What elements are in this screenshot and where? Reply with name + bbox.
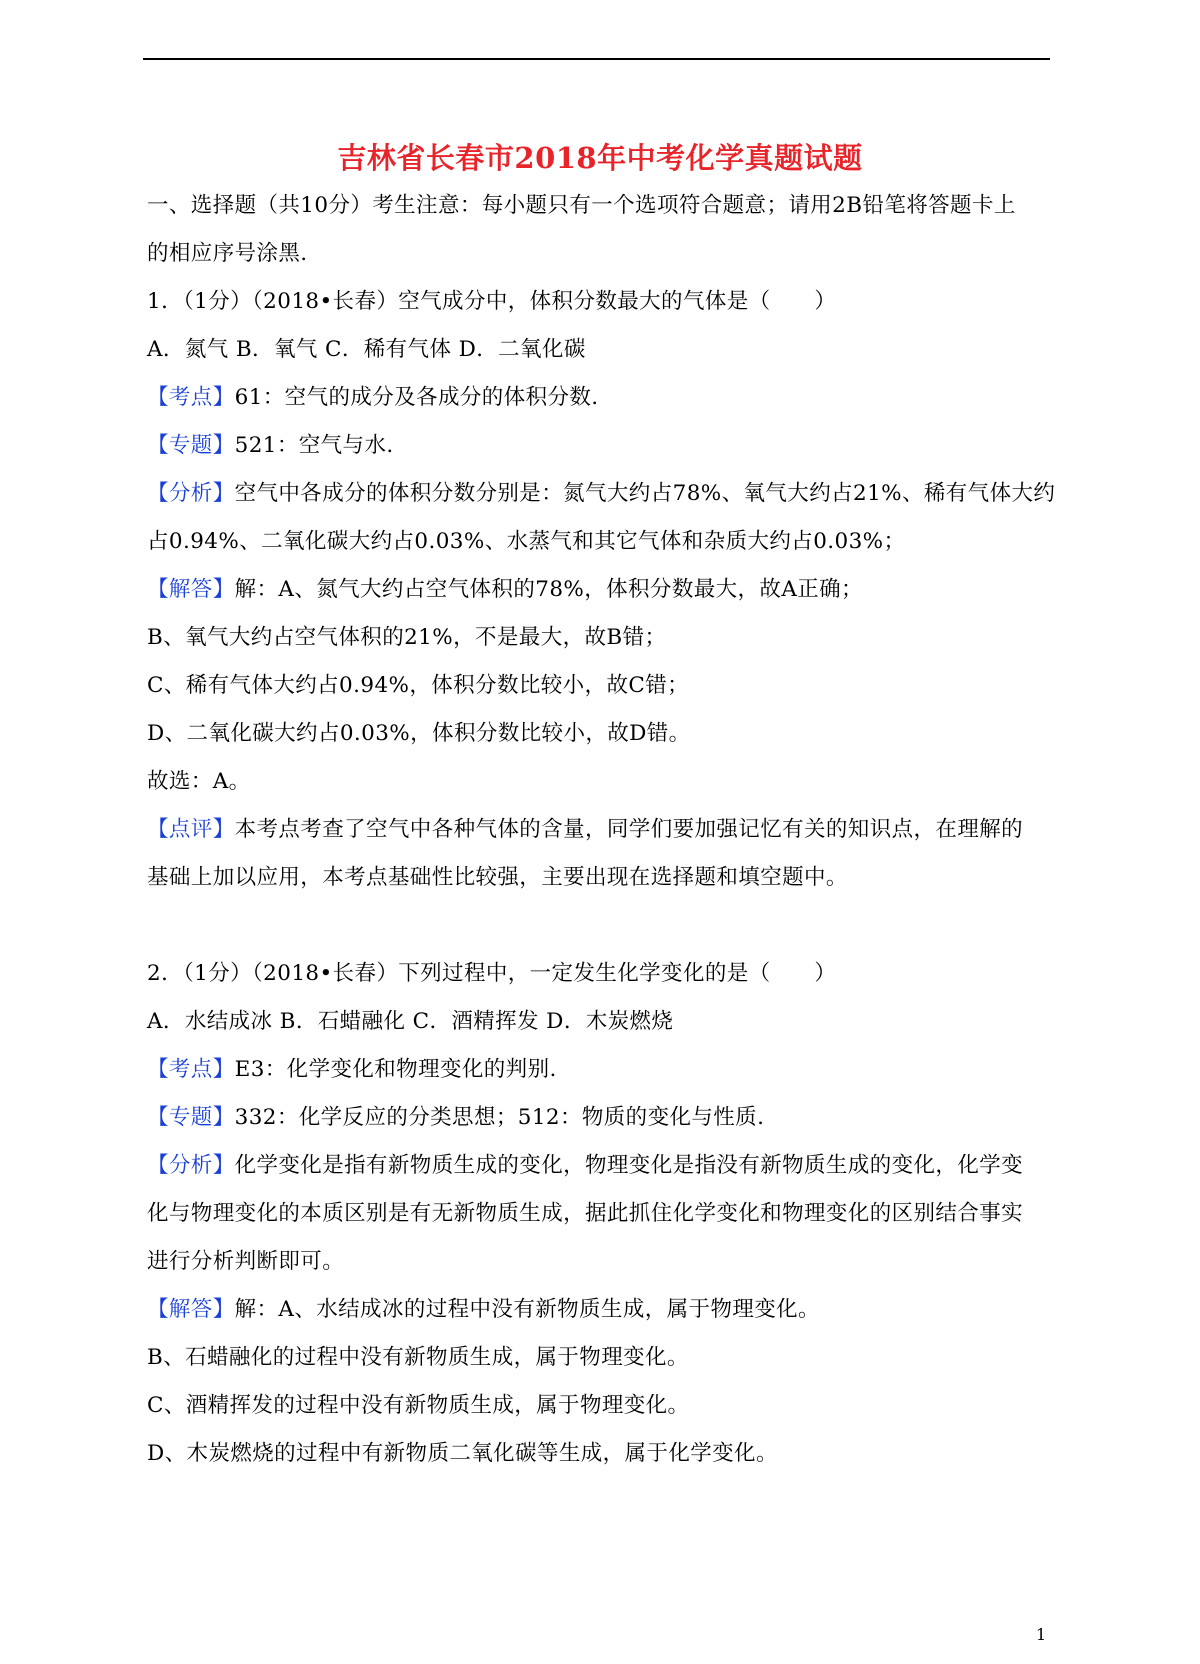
text-line (147, 716, 691, 747)
text-line (147, 1148, 1023, 1179)
section-tag: 【专题】 (147, 433, 235, 458)
text-line (147, 1292, 820, 1323)
line-text: 1．（1分）（2018•长春）空气成分中，体积分数最大的气体是（ ） (147, 289, 837, 314)
text-line (147, 1196, 1023, 1227)
line-text: 占0.94%、二氧化碳大约占0.03%、水蒸气和其它气体和杂质大约占0.03%； (147, 529, 906, 554)
question-2 (147, 956, 836, 987)
line-text: 故选：A。 (147, 769, 251, 794)
line-text: A．水结成冰 B．石蜡融化 C．酒精挥发 D．木炭燃烧 (147, 1009, 674, 1034)
section-tag: 【点评】 (147, 817, 235, 842)
section-tag: 【解答】 (147, 1297, 235, 1322)
line-text: A．氮气 B．氧气 C．稀有气体 D．二氧化碳 (147, 337, 586, 362)
text-line (147, 1436, 778, 1467)
line-text: 521：空气与水. (234, 433, 394, 458)
line-text: C、稀有气体大约占0.94%，体积分数比较小，故C错； (147, 673, 690, 698)
text-line (147, 1244, 344, 1275)
line-text: E3：化学变化和物理变化的判别. (234, 1057, 557, 1082)
page-number: 1 (1036, 1625, 1047, 1644)
line-text: C、酒精挥发的过程中没有新物质生成，属于物理变化。 (147, 1393, 690, 1418)
line-text: 进行分析判断即可。 (147, 1249, 345, 1274)
question-1-options (147, 332, 586, 363)
text-line (147, 1100, 764, 1131)
line-text: D、二氧化碳大约占0.03%，体积分数比较小，故D错。 (147, 721, 691, 746)
text-line (147, 1340, 689, 1371)
line-text: B、氧气大约占空气体积的21%，不是最大，故B错； (147, 625, 667, 650)
text-line (147, 668, 689, 699)
text-line (147, 764, 251, 795)
line-text: 2．（1分）（2018•长春）下列过程中，一定发生化学变化的是（ ） (147, 961, 837, 986)
section-tag: 【考点】 (147, 1057, 235, 1082)
text-line (147, 572, 863, 603)
text-line (147, 428, 394, 459)
line-text: 一、选择题（共10分）考生注意：每小题只有一个选项符合题意；请用2B铅笔将答题卡上 (147, 193, 1016, 218)
header-rule (143, 58, 1050, 60)
line-text: 基础上加以应用，本考点基础性比较强，主要出现在选择题和填空题中。 (147, 865, 848, 890)
section-tag: 【解答】 (147, 577, 235, 602)
section-tag: 【分析】 (147, 1153, 235, 1178)
section-tag: 【考点】 (147, 385, 235, 410)
line-text: 解：A、水结成冰的过程中没有新物质生成，属于物理变化。 (234, 1297, 820, 1322)
line-text: 化学变化是指有新物质生成的变化，物理变化是指没有新物质生成的变化，化学变 (234, 1153, 1024, 1178)
line-text: 化与物理变化的本质区别是有无新物质生成，据此抓住化学变化和物理变化的区别结合事实 (147, 1201, 1024, 1226)
line-text: D、木炭燃烧的过程中有新物质二氧化碳等生成，属于化学变化。 (147, 1441, 778, 1466)
text-line (147, 620, 666, 651)
text-line (147, 524, 905, 555)
text-line (147, 1052, 557, 1083)
line-text: 61：空气的成分及各成分的体积分数. (234, 385, 599, 410)
document-title: 吉林省长春市2018年中考化学真题试题 (337, 141, 863, 175)
section-tag: 【专题】 (147, 1105, 235, 1130)
line-text: 332：化学反应的分类思想；512：物质的变化与性质. (234, 1105, 765, 1130)
question-1 (147, 284, 836, 315)
line-text: 本考点考查了空气中各种气体的含量，同学们要加强记忆有关的知识点，在理解的 (234, 817, 1024, 842)
question-2-options (147, 1004, 673, 1035)
text-line (147, 1388, 689, 1419)
line-text: B、石蜡融化的过程中没有新物质生成，属于物理变化。 (147, 1345, 689, 1370)
text-line (147, 812, 1023, 843)
line-text: 空气中各成分的体积分数分别是：氮气大约占78%、氧气大约占21%、稀有气体大约 (234, 481, 1056, 506)
text-line (147, 188, 1016, 219)
line-text: 的相应序号涂黑. (147, 241, 308, 266)
text-line (147, 860, 848, 891)
text-line (147, 236, 308, 267)
text-line (147, 380, 599, 411)
line-text: 解：A、氮气大约占空气体积的78%，体积分数最大，故A正确； (234, 577, 863, 602)
text-line (147, 476, 1055, 507)
section-tag: 【分析】 (147, 481, 235, 506)
